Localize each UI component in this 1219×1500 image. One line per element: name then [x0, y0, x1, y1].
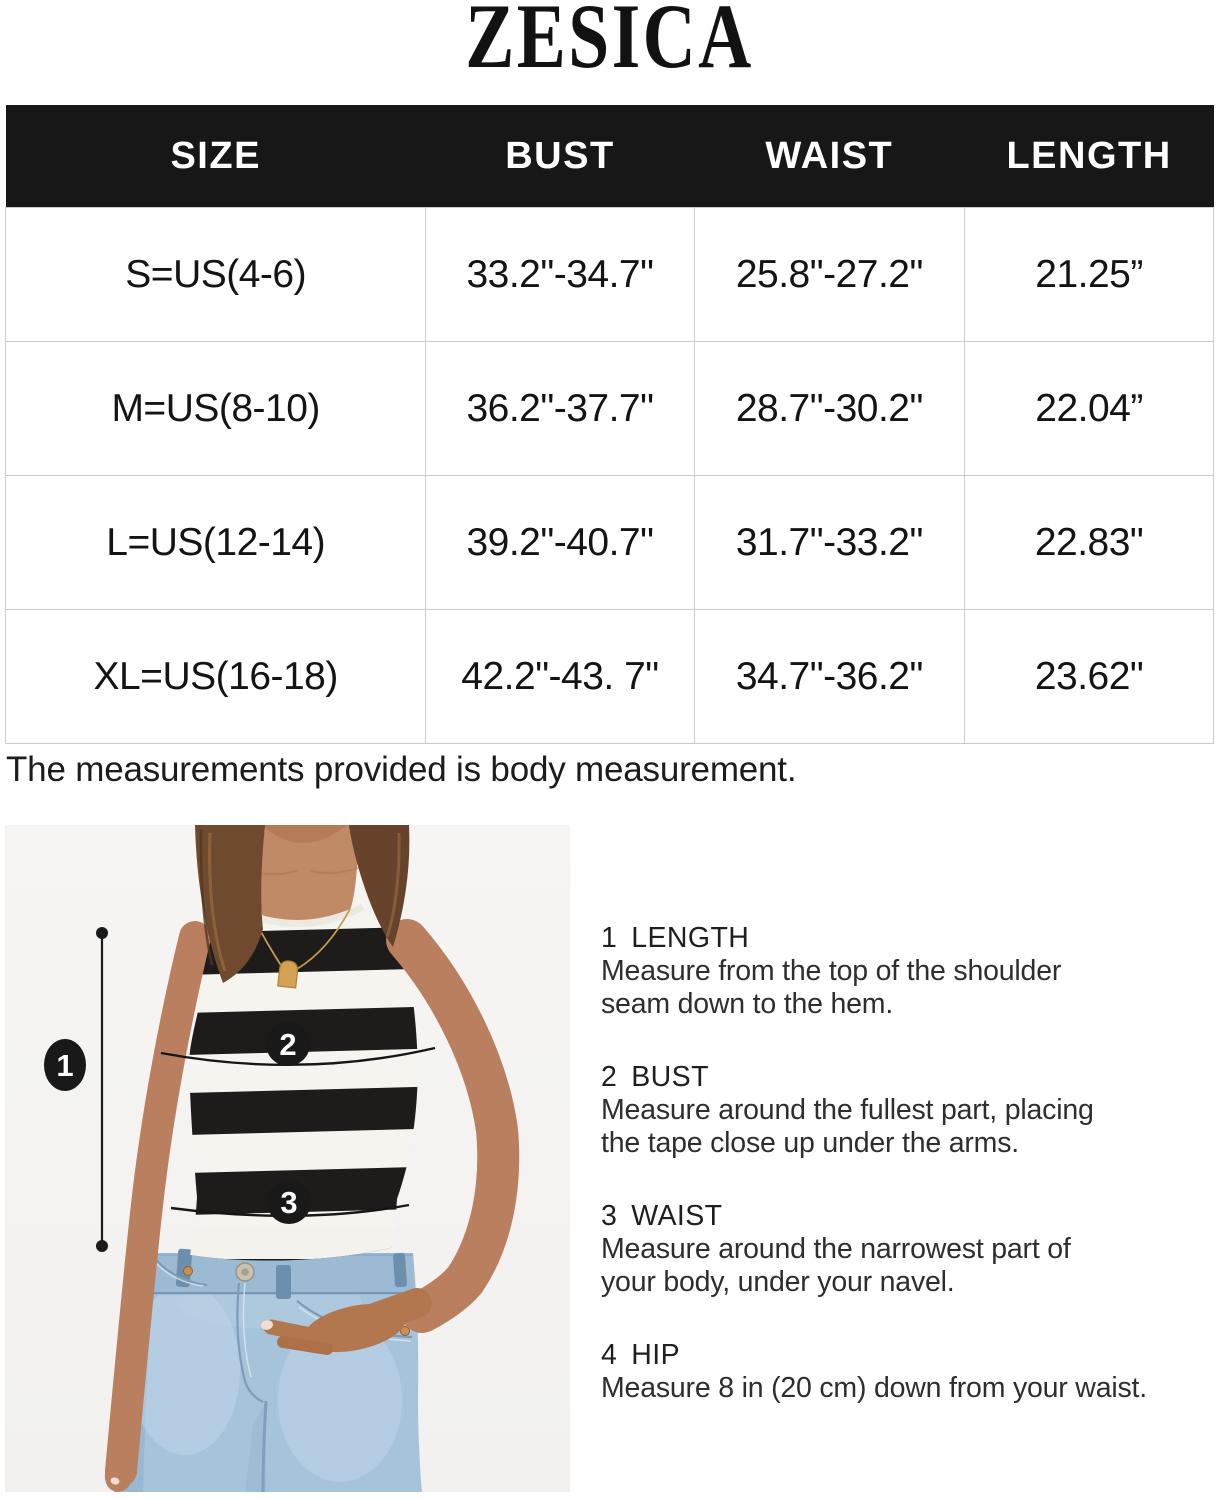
- waist-cell: 34.7"-36.2": [694, 610, 965, 744]
- belt-loop: [276, 1265, 291, 1299]
- bust-cell: 42.2"-43. 7": [426, 610, 694, 744]
- guide-title: LENGTH: [631, 922, 750, 954]
- guide-line: Measure 8 in (20 cm) down from your waist.: [601, 1372, 1147, 1404]
- marker-3-label: 3: [280, 1185, 298, 1220]
- jeans: [114, 1249, 422, 1492]
- brand-logo: ZESICA: [465, 0, 754, 87]
- guide-line: Measure from the top of the shoulder: [601, 955, 1062, 987]
- measurement-guide: [601, 921, 1213, 1444]
- guide-title: HIP: [631, 1339, 680, 1371]
- waist-cell: 31.7"-33.2": [694, 476, 965, 610]
- size-cell: XL=US(16-18): [6, 610, 426, 744]
- marker-2-label: 2: [279, 1027, 297, 1062]
- table-row: [6, 208, 1214, 342]
- pendant: [278, 960, 299, 988]
- jeans-rivet: [184, 1267, 193, 1276]
- size-cell: M=US(8-10): [6, 342, 426, 476]
- size-cell: L=US(12-14): [6, 476, 426, 610]
- guide-section-length: [601, 921, 1213, 1021]
- guide-line: the tape close up under the arms.: [601, 1127, 1019, 1159]
- column-header-waist: WAIST: [694, 105, 965, 208]
- guide-section-hip: [601, 1338, 1213, 1405]
- line-end-dot: [96, 1240, 108, 1252]
- guide-line: Measure around the narrowest part of: [601, 1233, 1071, 1265]
- guide-heading: [601, 1060, 1213, 1094]
- guide-section-bust: [601, 1060, 1213, 1160]
- table-row: [6, 476, 1214, 610]
- length-cell: 22.04”: [965, 342, 1214, 476]
- column-header-bust: BUST: [426, 105, 694, 208]
- size-chart-table: [5, 105, 1214, 744]
- bust-cell: 39.2"-40.7": [426, 476, 694, 610]
- guide-title: BUST: [631, 1061, 709, 1093]
- table-row: [6, 610, 1214, 744]
- length-cell: 22.83": [965, 476, 1214, 610]
- length-cell: 21.25”: [965, 208, 1214, 342]
- table-row: [6, 342, 1214, 476]
- guide-heading: [601, 921, 1213, 955]
- guide-section-waist: [601, 1199, 1213, 1299]
- bust-cell: 33.2"-34.7": [426, 208, 694, 342]
- column-header-length: LENGTH: [965, 105, 1214, 208]
- size-cell: S=US(4-6): [6, 208, 426, 342]
- guide-line: your body, under your navel.: [601, 1266, 955, 1298]
- column-header-size: SIZE: [6, 105, 426, 208]
- guide-heading: [601, 1338, 1213, 1372]
- marker-1-label: 1: [56, 1048, 74, 1083]
- guide-number: 2: [601, 1061, 618, 1093]
- guide-line: Measure around the fullest part, placing: [601, 1094, 1094, 1126]
- guide-number: 3: [601, 1200, 618, 1232]
- guide-heading: [601, 1199, 1213, 1233]
- line-end-dot: [96, 927, 108, 939]
- measurement-photo: [5, 825, 570, 1492]
- body-measurement-note: The measurements provided is body measurement.: [6, 750, 797, 789]
- guide-line: seam down to the hem.: [601, 988, 894, 1020]
- waist-cell: 25.8"-27.2": [694, 208, 965, 342]
- size-chart-table-wrap: [5, 105, 1214, 744]
- guide-title: WAIST: [631, 1200, 723, 1232]
- table-header-row: [6, 105, 1214, 208]
- guide-number: 1: [601, 922, 618, 954]
- guide-number: 4: [601, 1339, 618, 1371]
- bust-cell: 36.2"-37.7": [426, 342, 694, 476]
- belt-loop: [393, 1253, 407, 1288]
- length-cell: 23.62": [965, 610, 1214, 744]
- waist-cell: 28.7"-30.2": [694, 342, 965, 476]
